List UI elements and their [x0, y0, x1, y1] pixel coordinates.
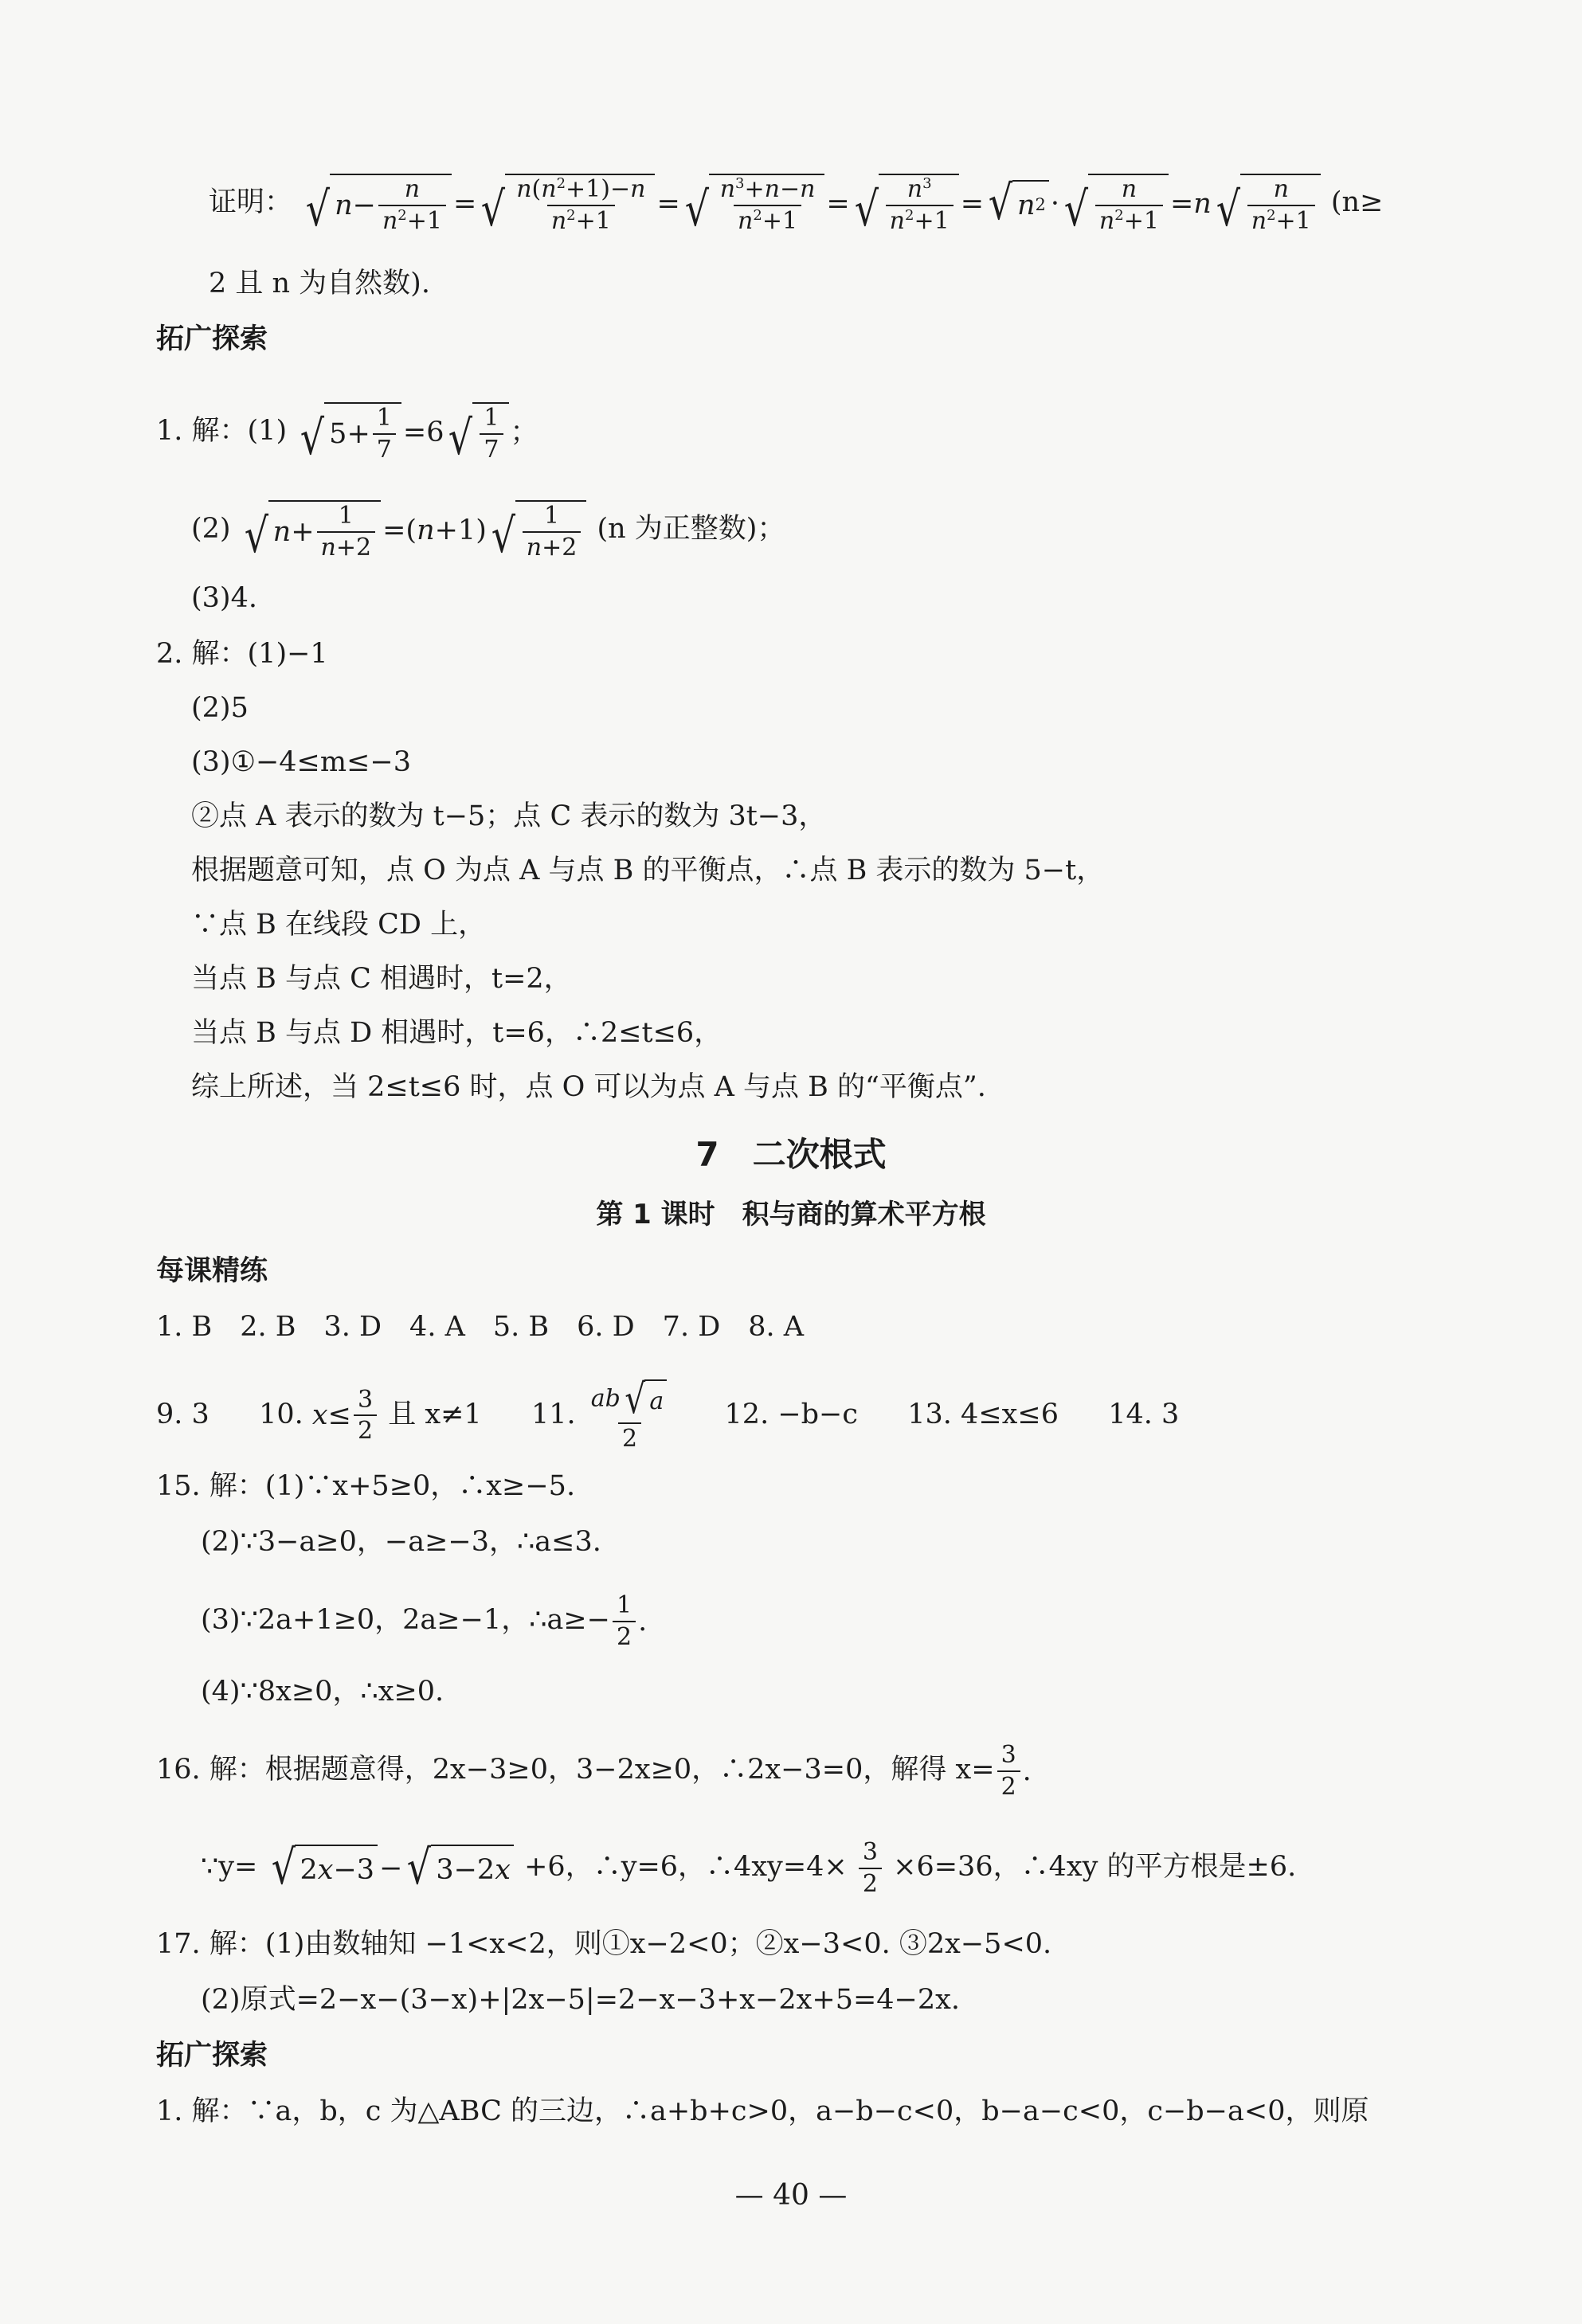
proof-label: 证明：: [209, 186, 293, 218]
answer-14: 14. 3: [1108, 1398, 1180, 1430]
answers-9-14: [156, 1376, 1180, 1453]
ext-q2-part3: (3)①−4≤m≤−3: [191, 746, 411, 778]
proof-formula: √ n − $\frac{n}{n^2+1}$ = √ $\frac{n(n^2+1)-n}{n^2+1}$ = √ $\frac{n^3+n-n}{n^2+1}$ = √ $\frac{n^3}{n^2+1}$ = √ n 2 · √ $\frac{n}{n^2+1}$ = n √ $\frac{n}{n^2+1}$: [301, 174, 1322, 233]
answer-11-formula: ab √ a 2: [585, 1379, 675, 1452]
q15-part2: (2)∵3−a≥0，−a≥−3，∴a≤3.: [201, 1526, 601, 1558]
ext-q2-line6: ∵点 B 在线段 CD 上，: [191, 909, 487, 941]
answer-11-label: 11.: [531, 1398, 576, 1430]
q17-part2: (2)原式=2−x−(3−x)+|2x−5|=2−x−3+x−2x+5=4−2x.: [201, 1984, 961, 2016]
proof-line: [209, 174, 1384, 237]
ext-q2-part2: (2)5: [191, 692, 249, 724]
section-heading-practice: 每课精练: [156, 1255, 268, 1287]
ext-q1-formula2: √ n + $\frac{1}{n+2}$ =(n+1) √ $\frac{1}{n+2}$: [240, 500, 589, 560]
answer-13: 13. 4≤x≤6: [907, 1398, 1059, 1430]
ext-q2-line8: 当点 B 与点 D 相遇时，t=6，∴2≤t≤6，: [191, 1017, 722, 1049]
ext-q2-line4: ②点 A 表示的数为 t−5；点 C 表示的数为 3t−3，: [191, 800, 827, 832]
q15-part3: (3)∵2a+1≥0，2a≥−1，∴a≥− $\frac{1}{2}$ .: [201, 1591, 648, 1651]
ext-q2-line7: 当点 B 与点 C 相遇时，t=2，: [191, 963, 572, 995]
proof-continuation: 2 且 n 为自然数).: [209, 268, 430, 299]
ext-q1-part2: (2) √ n + $\frac{1}{n+2}$ =(n+1) √ $\frac{1}{n+2}$ (n 为正整数)；: [191, 502, 785, 564]
ext-q1-part3: (3)4.: [191, 582, 257, 614]
answer-10-label: 10.: [259, 1398, 303, 1430]
q16-line2: ∵y= √ 2 x −3 − √ 3−2 x +6，∴y=6，∴4xy=4× $\frac{3}{2}$ ×6=36，∴4xy 的平方根是±6.: [201, 1838, 1297, 1898]
ext-q2-part1: 2. 解：(1)−1: [156, 638, 328, 670]
ext-q2-line5: 根据题意可知，点 O 为点 A 与点 B 的平衡点，∴点 B 表示的数为 5−t，: [191, 855, 1105, 886]
q15-part1: 15. 解：(1)∵x+5≥0，∴x≥−5.: [156, 1470, 576, 1502]
answer-10-tail: 且 x≠1: [388, 1398, 482, 1430]
lesson-title: 第 1 课时 积与商的算术平方根: [596, 1199, 986, 1230]
answer-12: 12. −b−c: [724, 1398, 858, 1430]
answers-1-8: 1. B 2. B 3. D 4. A 5. B 6. D 7. D 8. A: [156, 1311, 805, 1343]
proof-tail: (n≥: [1330, 186, 1384, 218]
section-heading-extension: 拓广探索: [156, 323, 268, 355]
answer-10-formula: x ≤ $\frac{3}{2}$: [312, 1387, 379, 1444]
page-number: — 40 —: [734, 2179, 848, 2212]
ext2-q1: 1. 解：∵a，b，c 为△ABC 的三边，∴a+b+c>0，a−b−c<0，b−a−c<0，c−b−a<0，则原: [156, 2095, 1369, 2127]
chapter-title: 7 二次根式: [695, 1135, 887, 1174]
q17-part1: 17. 解：(1)由数轴知 −1<x<2，则①x−2<0；②x−3<0. ③2x−5<0.: [156, 1928, 1052, 1960]
section-heading-extension-2: 拓广探索: [156, 2040, 268, 2072]
ext-q2-line9: 综上所述，当 2≤t≤6 时，点 O 可以为点 A 与点 B 的“平衡点”.: [191, 1071, 986, 1103]
answer-9: 9. 3: [156, 1398, 209, 1430]
q15-part4: (4)∵8x≥0，∴x≥0.: [201, 1676, 444, 1708]
q16-line1: 16. 解：根据题意得，2x−3≥0，3−2x≥0，∴2x−3=0，解得 x= $\frac{3}{2}$ .: [156, 1741, 1032, 1801]
ext-q1-formula1: √ 5+ $\frac{1}{7}$ =6 √ $\frac{1}{7}$ ；: [300, 404, 538, 466]
ext-q1-part1: 1. 解：(1) √ 5+ $\frac{1}{7}$ =6 √ $\frac{1}{7}$ ；: [156, 404, 538, 466]
